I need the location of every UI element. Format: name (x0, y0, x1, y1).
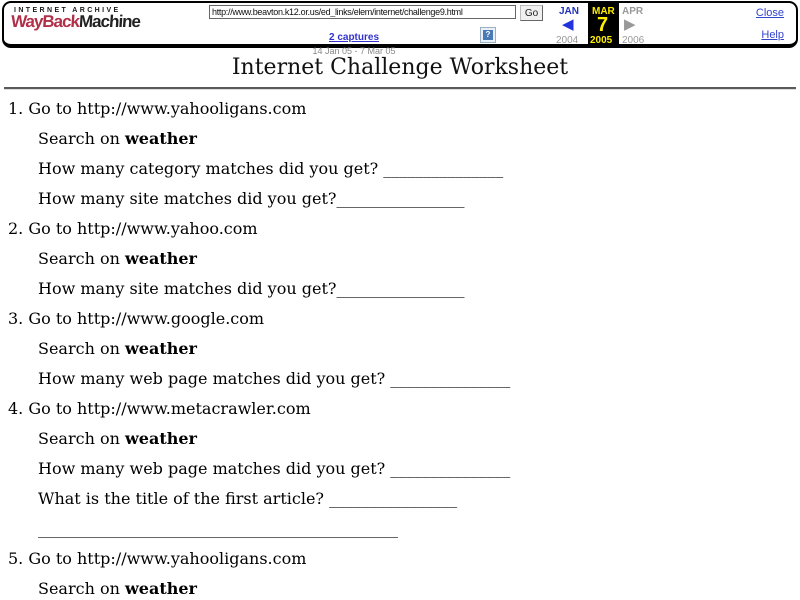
broken-image-icon (480, 27, 496, 43)
next-year-label: 2006 (622, 35, 645, 46)
worksheet-item-3 (8, 309, 800, 388)
goto-line: 2. Go to http://www.yahoo.com (8, 219, 258, 238)
search-prefix: Search on (38, 429, 125, 448)
answer-blank-line: _____________________________________________ (38, 519, 398, 538)
help-link[interactable]: Help (761, 29, 784, 41)
question-line: How many site matches did you get?________________ (38, 189, 465, 208)
go-button[interactable]: Go (520, 5, 543, 21)
captures-date-range: 14 Jan 05 - 7 Mar 05 (312, 46, 396, 56)
machine-wordmark-black: Machine (78, 12, 141, 31)
next-month-label: APR (622, 6, 644, 17)
worksheet-item-1 (8, 99, 800, 208)
captures-block (279, 27, 429, 56)
close-link[interactable]: Close (755, 7, 784, 19)
next-capture-arrow-icon: ▶ (624, 16, 636, 33)
question-line: How many site matches did you get?________________ (38, 279, 465, 298)
prev-month-link[interactable]: JAN (559, 6, 580, 17)
question-line: How many category matches did you get? _______________ (38, 159, 504, 178)
search-prefix: Search on (38, 249, 125, 268)
search-line (8, 429, 800, 448)
internet-archive-label: INTERNET ARCHIVE (14, 7, 121, 14)
search-term: weather (125, 429, 197, 448)
search-term: weather (125, 339, 197, 358)
search-term: weather (125, 579, 197, 598)
wayback-toolbar (2, 1, 798, 56)
current-year-label: 2005 (590, 35, 613, 46)
current-month-label: MAR (592, 6, 615, 17)
wayback-logo[interactable] (11, 7, 140, 30)
search-line (8, 129, 800, 148)
worksheet-item-5 (8, 549, 800, 598)
worksheet-item-2 (8, 219, 800, 298)
search-line (8, 339, 800, 358)
prev-year-label: 2004 (556, 35, 579, 46)
question-line: How many web page matches did you get? _______________ (38, 459, 511, 478)
prev-capture-arrow-icon[interactable]: ◀ (562, 16, 574, 33)
wayback-wordmark-red: WayBack (10, 12, 80, 31)
page-title: Internet Challenge Worksheet (231, 55, 569, 80)
goto-line: 1. Go to http://www.yahooligans.com (8, 99, 307, 118)
goto-line: 4. Go to http://www.metacrawler.com (8, 399, 311, 418)
captures-link[interactable]: 2 captures (328, 32, 380, 43)
broken-image-glyph: ? (483, 30, 493, 40)
wayback-machine-wordmark (10, 14, 140, 30)
url-input[interactable] (209, 5, 516, 19)
worksheet (0, 90, 800, 598)
goto-line: 3. Go to http://www.google.com (8, 309, 265, 328)
current-day-label: 7 (597, 14, 609, 36)
question-line: How many web page matches did you get? _______________ (38, 369, 511, 388)
search-prefix: Search on (38, 129, 125, 148)
worksheet-item-4 (8, 399, 800, 538)
search-line (8, 579, 800, 598)
goto-line: 5. Go to http://www.yahooligans.com (8, 549, 307, 568)
search-term: weather (125, 129, 197, 148)
question-line: What is the title of the first article? ________________ (38, 489, 458, 508)
search-term: weather (125, 249, 197, 268)
search-line (8, 249, 800, 268)
search-prefix: Search on (38, 579, 125, 598)
search-prefix: Search on (38, 339, 125, 358)
date-navigator (554, 3, 650, 44)
